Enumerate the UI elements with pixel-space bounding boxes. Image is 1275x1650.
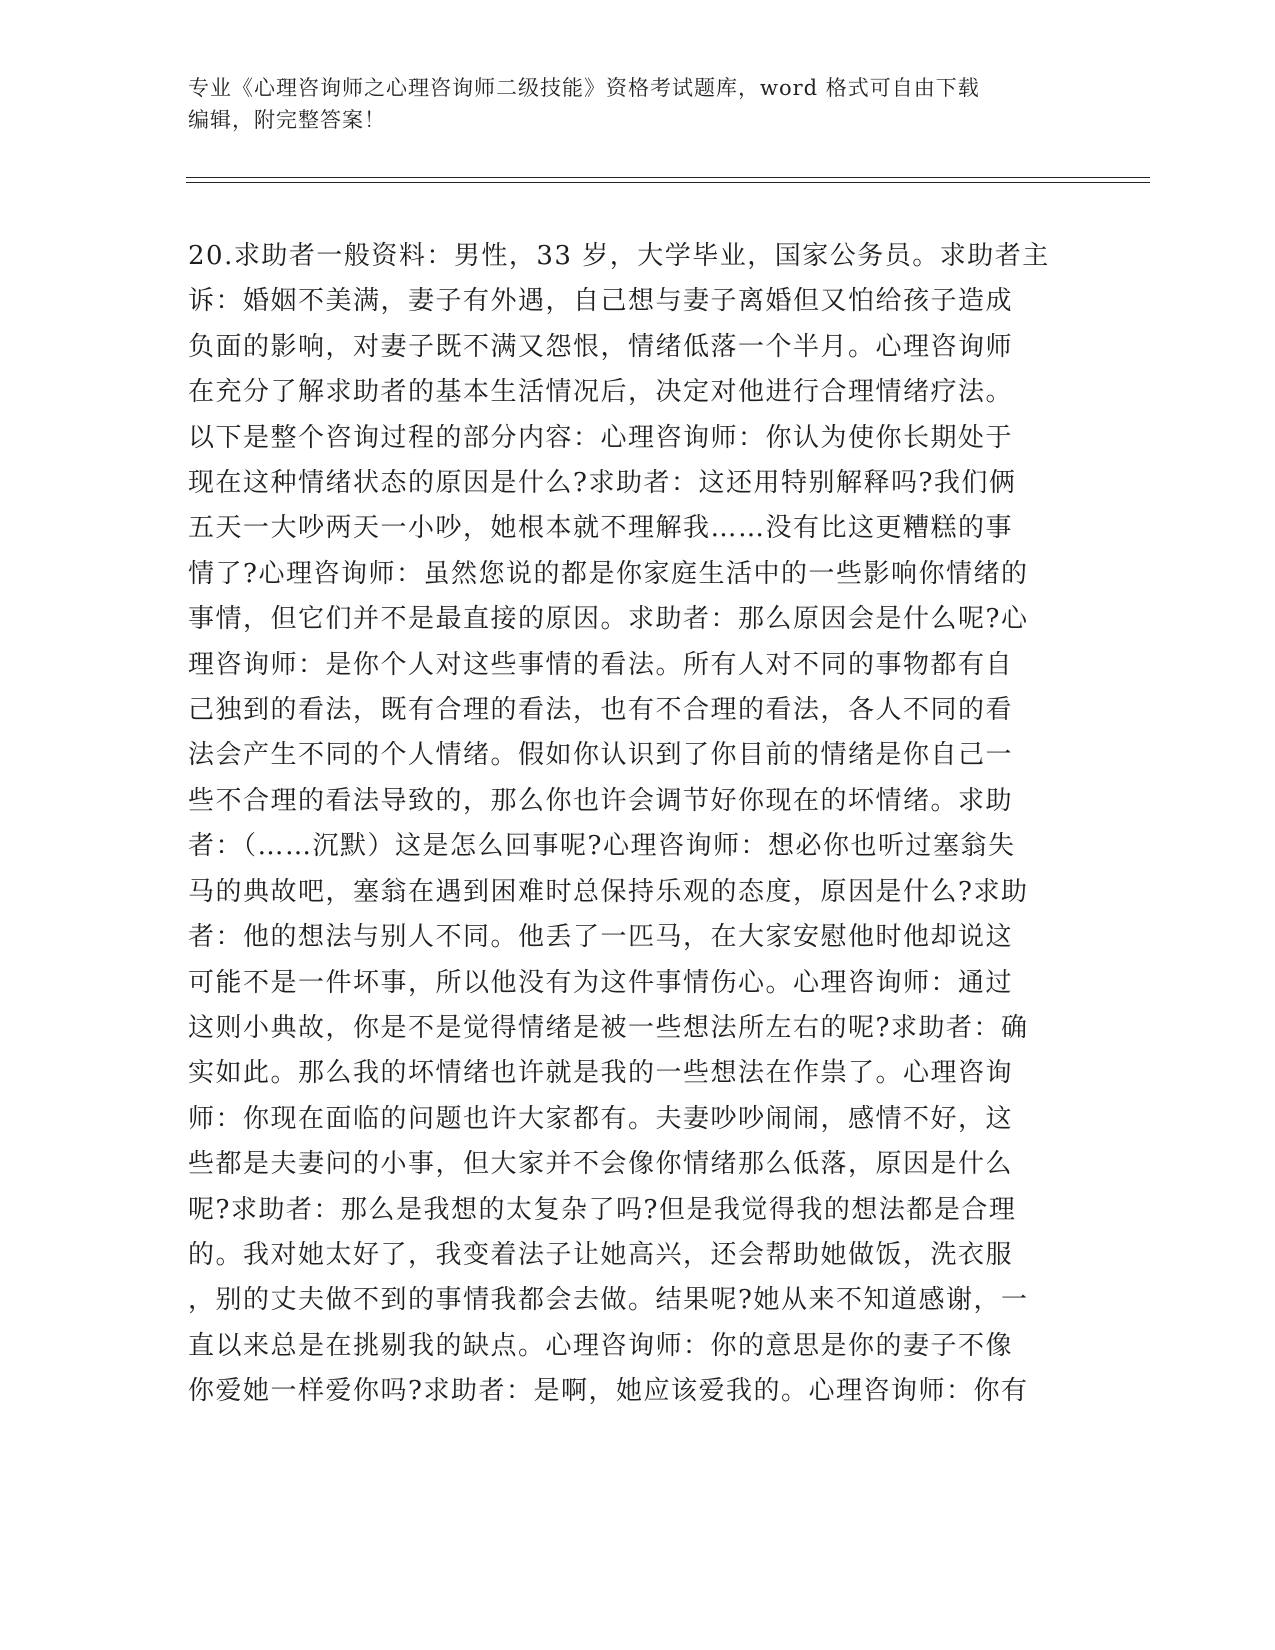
text-line: 师：你现在面临的问题也许大家都有。夫妻吵吵闹闹，感情不好，这	[188, 1103, 1014, 1134]
text-line: 的。我对她太好了，我变着法子让她高兴，还会帮助她做饭，洗衣服	[188, 1239, 1014, 1270]
text-line: 实如此。那么我的坏情绪也许就是我的一些想法在作祟了。心理咨询	[188, 1058, 1014, 1089]
text-line: 可能不是一件坏事，所以他没有为这件事情伤心。心理咨询师：通过	[188, 967, 1014, 998]
text-line: 这则小典故，你是不是觉得情绪是被一些想法所左右的呢?求助者：确	[188, 1012, 1029, 1043]
text-line: 五天一大吵两天一小吵，她根本就不理解我……没有比这更糟糕的事	[188, 513, 1014, 544]
header-divider	[186, 182, 1150, 183]
text-line: 直以来总是在挑剔我的缺点。心理咨询师：你的意思是你的妻子不像	[188, 1330, 1014, 1361]
text-line: 诉：婚姻不美满，妻子有外遇，自己想与妻子离婚但又怕给孩子造成	[188, 286, 1014, 317]
text-line: 事情，但它们并不是最直接的原因。求助者：那么原因会是什么呢?心	[188, 604, 1029, 635]
header-line: 编辑，附完整答案！	[188, 108, 386, 132]
text-line: 理咨询师：是你个人对这些事情的看法。所有人对不同的事物都有自	[188, 649, 1014, 680]
text-line: 呢?求助者：那么是我想的太复杂了吗?但是我觉得我的想法都是合理	[188, 1194, 1017, 1225]
text-line: 在充分了解求助者的基本生活情况后，决定对他进行合理情绪疗法。	[188, 377, 1014, 408]
question-text	[188, 234, 1088, 1415]
text-line: 些不合理的看法导致的，那么你也许会调节好你现在的坏情绪。求助	[188, 785, 1014, 816]
document-header	[188, 72, 1068, 136]
text-line: 负面的影响，对妻子既不满又怨恨，情绪低落一个半月。心理咨询师	[188, 331, 1014, 362]
text-line: 你爱她一样爱你吗?求助者：是啊，她应该爱我的。心理咨询师：你有	[188, 1376, 1029, 1407]
text-line: 者：他的想法与别人不同。他丢了一匹马，在大家安慰他时他却说这	[188, 922, 1014, 953]
text-line: 己独到的看法，既有合理的看法，也有不合理的看法，各人不同的看	[188, 695, 1014, 726]
text-line: 现在这种情绪状态的原因是什么?求助者：这还用特别解释吗?我们俩	[188, 468, 1017, 499]
text-line: 以下是整个咨询过程的部分内容：心理咨询师：你认为使你长期处于	[188, 422, 1014, 453]
text-line: 20.求助者一般资料：男性，33 岁，大学毕业，国家公务员。求助者主	[188, 241, 1050, 271]
header-line: 专业《心理咨询师之心理咨询师二级技能》资格考试题库，word 格式可自由下载	[188, 76, 980, 100]
text-line: 些都是夫妻问的小事，但大家并不会像你情绪那么低落，原因是什么	[188, 1149, 1014, 1180]
text-line: 者：（……沉默）这是怎么回事呢?心理咨询师：想必你也听过塞翁失	[188, 831, 1016, 862]
text-line: 马的典故吧，塞翁在遇到困难时总保持乐观的态度，原因是什么?求助	[188, 876, 1029, 907]
header-divider	[186, 177, 1150, 178]
text-line: ，别的丈夫做不到的事情我都会去做。结果呢?她从来不知道感谢，一	[188, 1285, 1029, 1316]
text-line: 法会产生不同的个人情绪。假如你认识到了你目前的情绪是你自己一	[188, 740, 1014, 771]
text-line: 情了?心理咨询师：虽然您说的都是你家庭生活中的一些影响你情绪的	[188, 558, 1029, 589]
